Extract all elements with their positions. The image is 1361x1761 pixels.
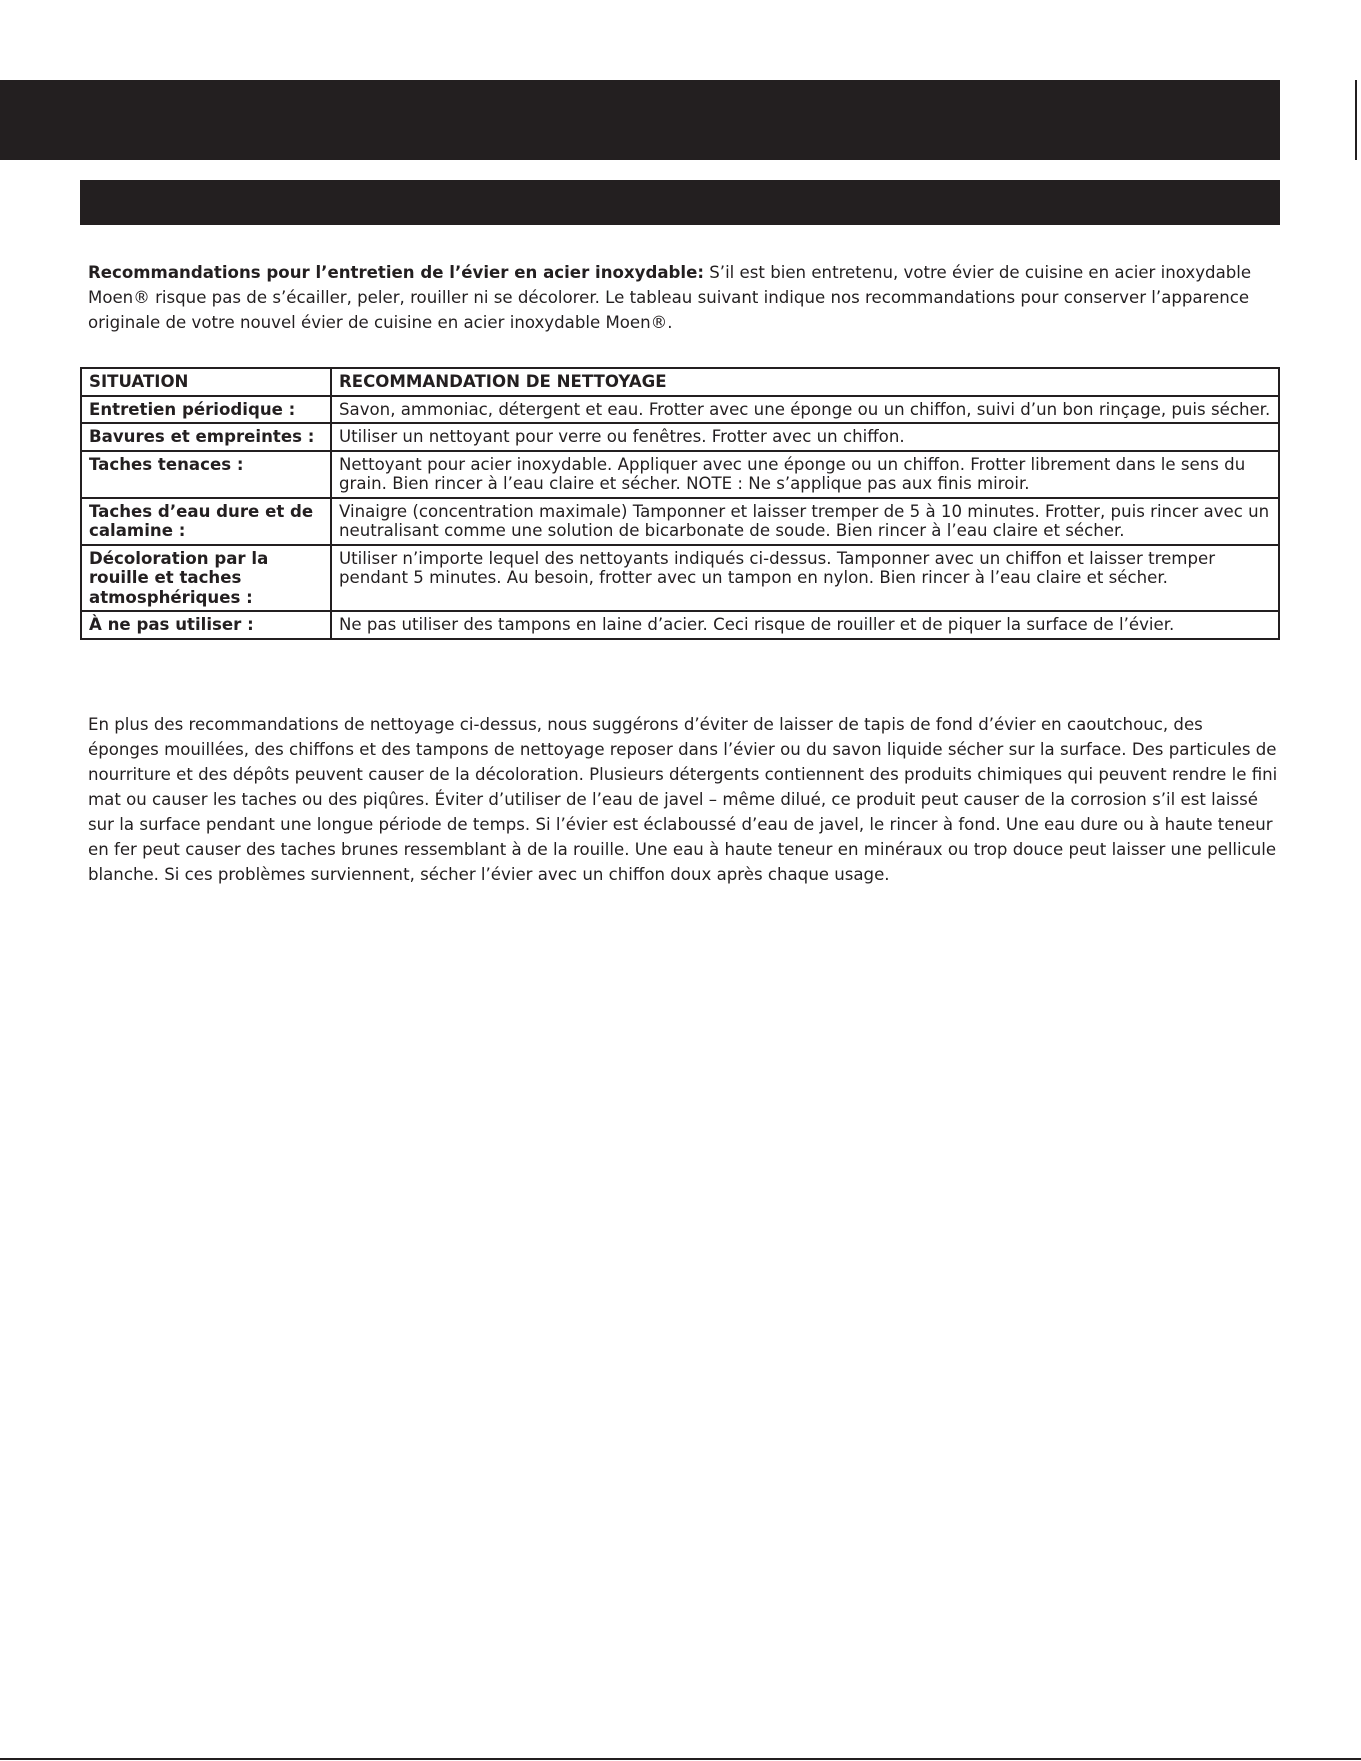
table-row <box>81 451 1279 498</box>
situation-cell: Bavures et empreintes : <box>81 423 331 451</box>
table-row <box>81 498 1279 545</box>
table-header-row <box>81 368 1279 396</box>
intro-heading: Recommandations pour l’entretien de l’évier en acier inoxydable: <box>88 263 704 282</box>
situation-cell: Taches tenaces : <box>81 451 331 498</box>
column-header-recommendation: RECOMMANDATION DE NETTOYAGE <box>331 368 1279 396</box>
situation-cell: Entretien périodique : <box>81 396 331 424</box>
situation-cell: Taches d’eau dure et de calamine : <box>81 498 331 545</box>
footer-rule <box>0 1758 1361 1760</box>
table-row <box>81 423 1279 451</box>
column-header-situation: SITUATION <box>81 368 331 396</box>
recommendation-cell: Savon, ammoniac, détergent et eau. Frotter avec une éponge ou un chiffon, suivi d’un bon rinçage, puis sécher. <box>331 396 1279 424</box>
cleaning-table <box>80 367 1280 640</box>
recommendation-cell: Vinaigre (concentration maximale) Tamponner et laisser tremper de 5 à 10 minutes. Frotter, puis rincer avec un neutralisant comme une solution de bicarbonate de soude. Bien rincer à l’eau claire et sécher. <box>331 498 1279 545</box>
recommendation-cell: Utiliser un nettoyant pour verre ou fenêtres. Frotter avec un chiffon. <box>331 423 1279 451</box>
header-bar <box>0 80 1280 160</box>
intro-text: S’il est bien entretenu, votre évier de cuisine en acier inoxydable Moen® risque pas de s’écailler, peler, rouiller ni se décolorer. Le tableau suivant indique nos recommandations pour conserver l’apparence originale de votre nouvel évier de cuisine en acier inoxydable Moen®. <box>88 263 1252 332</box>
page-edge-mark <box>1355 80 1357 160</box>
recommendation-cell: Utiliser n’importe lequel des nettoyants indiqués ci-dessus. Tamponner avec un chiffon et laisser tremper pendant 5 minutes. Au besoin, frotter avec un tampon en nylon. Bien rincer à l’eau claire et sécher. <box>331 545 1279 612</box>
recommendation-cell: Ne pas utiliser des tampons en laine d’acier. Ceci risque de rouiller et de piquer la surface de l’évier. <box>331 611 1279 639</box>
section-header-bar <box>80 180 1280 225</box>
intro-paragraph <box>88 260 1278 335</box>
table-row <box>81 611 1279 639</box>
closing-paragraph: En plus des recommandations de nettoyage ci-dessus, nous suggérons d’éviter de laisser de tapis de fond d’évier en caoutchouc, des éponges mouillées, des chiffons et des tampons de nettoyage reposer dans l’évier ou du savon liquide sécher sur la surface. Des particules de nourriture et des dépôts peuvent causer de la décoloration. Plusieurs détergents contiennent des produits chimiques qui peuvent rendre le fini mat ou causer les taches ou des piqûres. Éviter d’utiliser de l’eau de javel – même dilué, ce produit peut causer de la corrosion s’il est laissé sur la surface pendant une longue période de temps. Si l’évier est éclaboussé d’eau de javel, le rincer à fond. Une eau dure ou à haute teneur en fer peut causer des taches brunes ressemblant à de la rouille. Une eau à haute teneur en minéraux ou trop douce peut laisser une pellicule blanche. Si ces problèmes surviennent, sécher l’évier avec un chiffon doux après chaque usage. <box>88 715 1278 884</box>
table-row <box>81 396 1279 424</box>
recommendation-cell: Nettoyant pour acier inoxydable. Appliquer avec une éponge ou un chiffon. Frotter librement dans le sens du grain. Bien rincer à l’eau claire et sécher. NOTE : Ne s’applique pas aux finis miroir. <box>331 451 1279 498</box>
table-row <box>81 545 1279 612</box>
situation-cell: À ne pas utiliser : <box>81 611 331 639</box>
situation-cell: Décoloration par la rouille et taches atmosphériques : <box>81 545 331 612</box>
